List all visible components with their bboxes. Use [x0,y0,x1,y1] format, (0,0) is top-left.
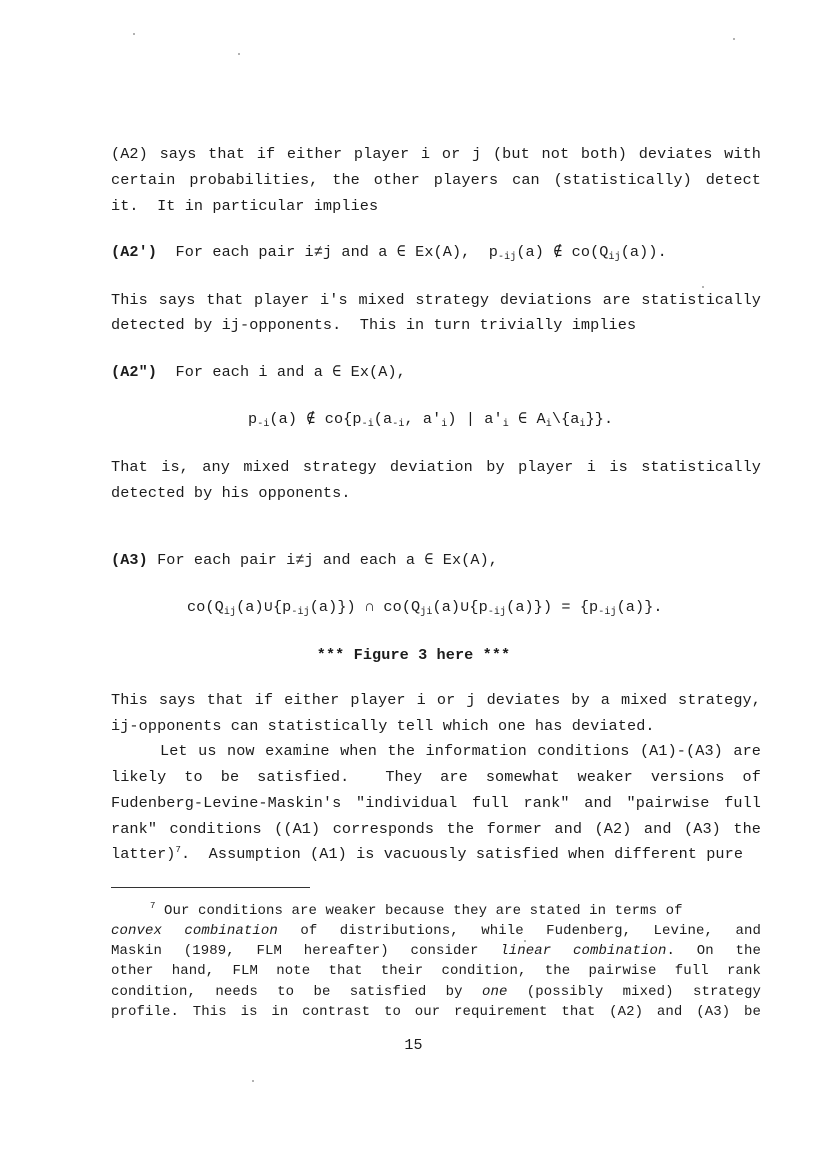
figure-placeholder-note: *** Figure 3 here *** [316,646,511,664]
condition-a2-double-prime: (A2") For each i and a ∈ Ex(A), [111,363,406,381]
paragraph-line: That is, any mixed strategy deviation by player i is statistically [111,458,761,476]
paragraph-line: rank" conditions ((A1) corresponds the former and (A2) and (A3) the [111,820,761,838]
formula-a2-double-prime: $p_{-i}(a)$ ∉ $co\{p_{-i}(a_{-i}$, $a'_i$) | $a'_i$ ∈ $A_i\backslash\{a_i\}$}. [248,410,614,430]
footnote-line: $^7$ Our conditions are weaker because they are stated in terms of [150,901,683,919]
scan-speck [702,286,704,288]
paragraph-line: Fudenberg-Levine-Maskin's "individual full rank" and "pairwise full [111,794,761,812]
condition-label: (A3) [111,551,148,569]
paragraph-line: likely to be satisfied. They are somewhat weaker versions of [111,768,761,786]
paragraph-line: detected by ij-opponents. This in turn trivially implies [111,316,637,334]
condition-a3: (A3) For each pair i≠j and each a ∈ Ex(A), [111,551,499,569]
paragraph-line: certain probabilities, the other players can (statistically) detect [111,171,761,189]
scan-speck [252,1080,254,1082]
condition-label: (A2') [111,243,158,261]
paragraph-line: This says that if either player i or j deviates by a mixed strategy, [111,691,761,709]
paragraph-line: latter)$^7$. Assumption (A1) is vacuously satisfied when different pure [111,845,744,863]
formula-a3: $co(Q_{ij}(a)\cup\{p_{-ij}(a)\})$ ∩ $co(Q_{ji}(a)\cup\{p_{-ij}(a)\}) = \{p_{-ij}(a)\}$. [187,598,663,618]
footnote-separator [111,887,310,888]
scan-speck [238,53,240,55]
page-number: 15 [404,1037,423,1054]
condition-a2-prime: (A2') For each pair i≠j and a ∈ Ex(A), $p_{-ij}(a)$ ∉ $co(Q_{ij}(a))$. [111,243,667,263]
paragraph-line: ij-opponents can statistically tell which one has deviated. [111,717,655,735]
footnote-line: condition, needs to be satisfied by one (possibly mixed) strategy [111,984,761,1000]
paragraph-line: (A2) says that if either player i or j (but not both) deviates with [111,145,761,163]
footnote-line: profile. This is in contrast to our requirement that (A2) and (A3) be [111,1004,761,1020]
paragraph-line: Let us now examine when the information conditions (A1)-(A3) are [160,742,761,760]
footnote-line: Maskin (1989, FLM hereafter) consider linear combination. On the [111,943,761,959]
scan-speck [133,33,135,35]
scan-speck [733,38,735,40]
footnote-line: other hand, FLM note that their condition, the pairwise full rank [111,963,761,979]
footnote-line: convex combination of distributions, while Fudenberg, Levine, and [111,923,761,939]
paragraph-line: it. It in particular implies [111,197,379,215]
paragraph-line: This says that player i's mixed strategy deviations are statistically [111,291,761,309]
footnote-reference: 7 [175,845,182,855]
footnote-mark: 7 [150,901,156,911]
condition-label: (A2") [111,363,158,381]
paragraph-line: detected by his opponents. [111,484,351,502]
